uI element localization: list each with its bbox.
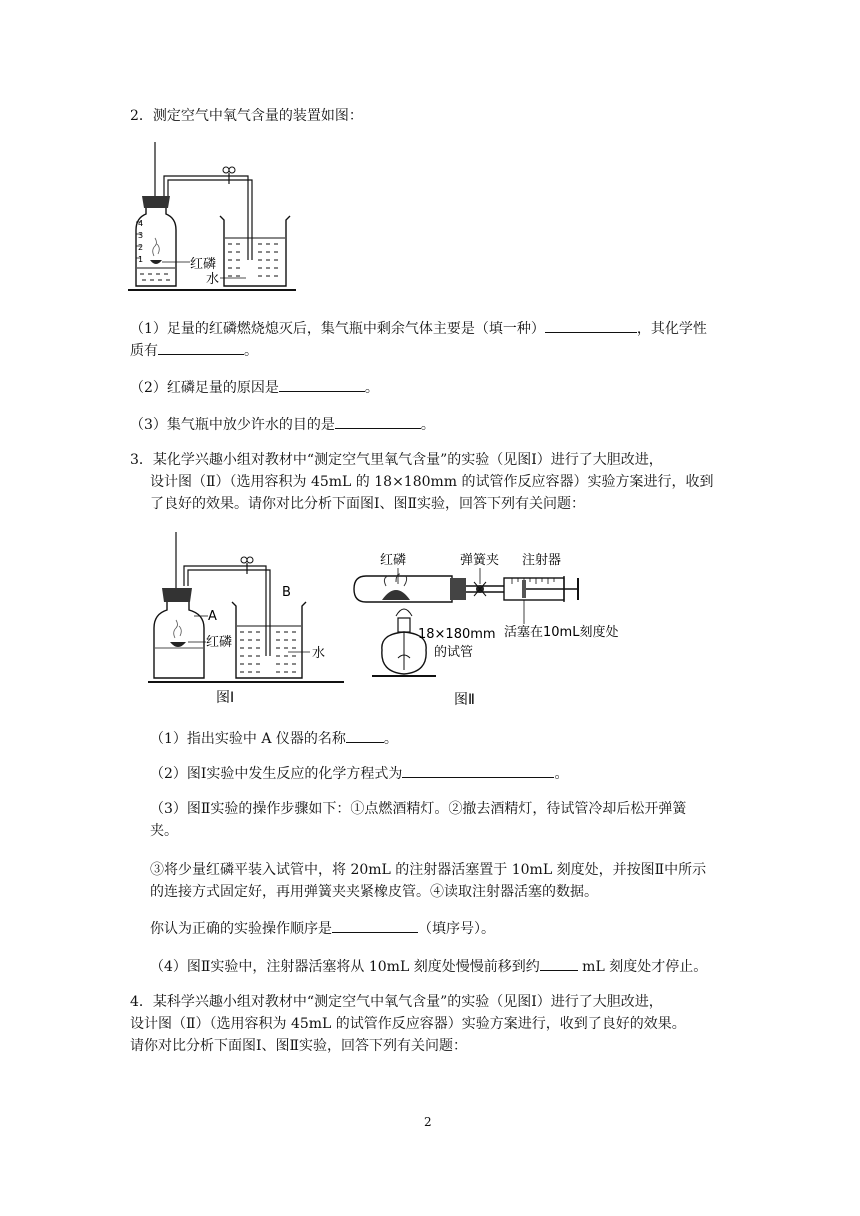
fig2-syringe-label: 注射器: [522, 553, 562, 568]
q3-sub3-line1: （3）图Ⅱ实验的操作步骤如下：①点燃酒精灯。②撤去酒精灯，待试管冷却后松开弹簧: [150, 801, 687, 817]
q4-stem-line2: 设计图（Ⅱ）（选用容积为 45mL 的试管作反应容器）实验方案进行，收到了良好的效果。: [130, 1016, 686, 1032]
fig2-tube-size-label: 18×180mm: [418, 627, 496, 642]
fig1-label-b: B: [282, 585, 291, 600]
fig2-piston-label: 活塞在10mL刻度处: [504, 625, 619, 640]
fig1-red-phosphorus-label: 红磷: [206, 635, 233, 650]
fig2-clip-label: 弹簧夹: [460, 553, 500, 568]
q2-mark-1: 1: [138, 255, 144, 264]
q3-stem-line3: 了良好的效果。请你对比分析下面图Ⅰ、图Ⅱ实验，回答下列有关问题：: [150, 496, 586, 512]
q3-sub3-line5: 你认为正确的实验操作顺序是 （填序号）。: [150, 918, 495, 939]
q3-sub1: （1）指出实验中 A 仪器的名称 。: [150, 728, 398, 749]
q3-stem-line1: 3．某化学兴趣小组对教材中“测定空气里氧气含量”的实验（见图Ⅰ）进行了大胆改进，: [130, 452, 663, 468]
q3-stem-line2: 设计图（Ⅱ）（选用容积为 45mL 的 18×180mm 的试管作反应容器）实验方案进行，收到: [150, 474, 714, 490]
fig1-caption: 图Ⅰ: [216, 690, 235, 706]
q3-sub4: （4）图Ⅱ实验中，注射器活塞将从 10mL 刻度处慢慢前移到约 mL 刻度处才停止。: [150, 956, 707, 977]
fig1-label-a: A: [208, 609, 217, 624]
q3-sub2: （2）图Ⅰ实验中发生反应的化学方程式为 。: [150, 763, 568, 784]
q2-apparatus-figure: [128, 140, 298, 295]
q3-sub3-line2: 夹。: [150, 823, 178, 839]
fig2-caption: 图Ⅱ: [454, 692, 475, 708]
q3-figure-1: [148, 530, 348, 710]
q2-mark-2: 2: [138, 243, 144, 252]
q2-sub1-line1: （1）足量的红磷燃烧熄灭后，集气瓶中剩余气体主要是（填一种） ，其化学性: [130, 318, 707, 339]
q3-sub3-line4: 的连接方式固定好，再用弹簧夹夹紧橡皮管。④读取注射器活塞的数据。: [150, 884, 598, 900]
q2-title: 2．测定空气中氧气含量的装置如图：: [130, 108, 363, 124]
q3-figure-2: [352, 540, 652, 710]
q2-water-label: 水: [206, 272, 220, 287]
fig1-water-label: 水: [312, 646, 326, 661]
q2-sub2: （2）红磷足量的原因是 。: [130, 377, 379, 398]
q3-sub3-line3: ③将少量红磷平装入试管中，将 20mL 的注射器活塞置于 10mL 刻度处，并按图Ⅱ中所示: [150, 862, 707, 878]
q4-stem-line1: 4．某科学兴趣小组对教材中“测定空气中氧气含量”的实验（见图Ⅰ）进行了大胆改进，: [130, 994, 663, 1010]
fig2-tube-label: 的试管: [434, 645, 474, 660]
q2-sub1-line2: 质有 。: [130, 340, 258, 361]
q2-red-phosphorus-label: 红磷: [190, 257, 217, 272]
q2-mark-3: 3: [138, 231, 144, 240]
q4-stem-line3: 请你对比分析下面图Ⅰ、图Ⅱ实验，回答下列有关问题：: [130, 1038, 468, 1054]
q2-mark-4: 4: [138, 219, 144, 228]
fig2-red-phosphorus-label: 红磷: [380, 553, 407, 568]
page-number: 2: [424, 1115, 432, 1129]
q2-sub3: （3）集气瓶中放少许水的目的是 。: [130, 414, 435, 435]
